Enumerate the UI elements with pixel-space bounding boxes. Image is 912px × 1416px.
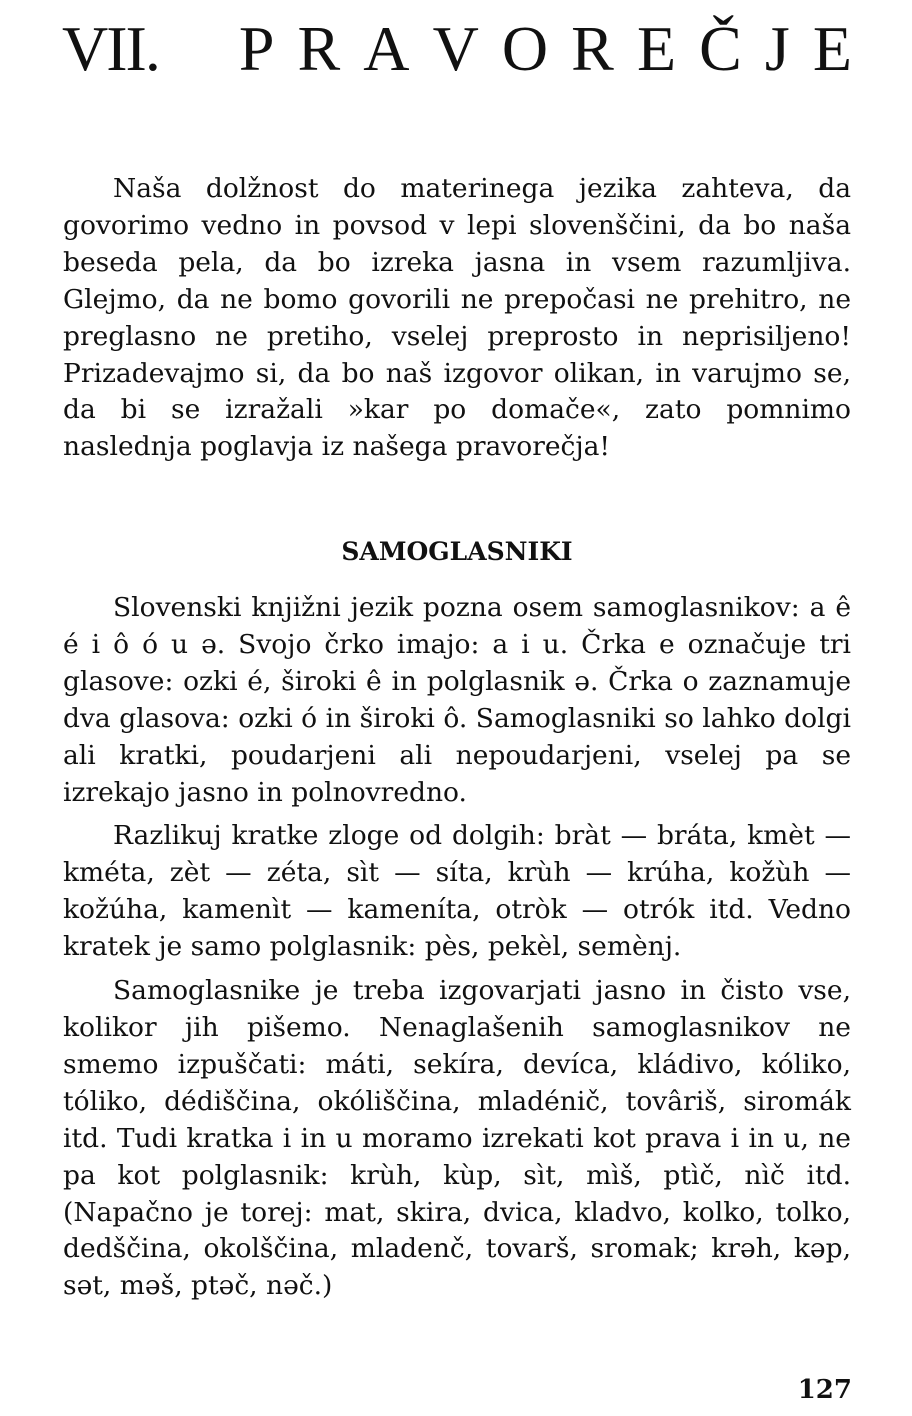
chapter-title	[62, 14, 852, 84]
chapter-letter: A	[363, 13, 410, 84]
intro-paragraph: Naša dolžnost do materinega jezika zahteva, da govorimo vedno in povsod v lepi slovenščini, da bo naša beseda pela, da bo izreka jasna in vsem razumljiva. Glejmo, da ne bomo govorili ne prepočasi ne prehitro, ne preglasno ne pretiho, vselej preprosto in neprisiljeno! Prizadevajmo si, da bo naš izgovor olikan, in varujmo se, da bi se izražali »kar po domače«, zato pomnimo naslednja poglavja iz našega pravorečja!	[63, 173, 851, 463]
chapter-word	[239, 14, 852, 84]
chapter-letter: E	[636, 13, 677, 84]
chapter-letter: R	[297, 13, 341, 84]
intro-block	[63, 171, 851, 466]
chapter-letter: Č	[699, 13, 742, 84]
chapter-letter: E	[812, 13, 852, 84]
page-number: 127	[797, 1375, 852, 1405]
section-heading: SAMOGLASNIKI	[341, 537, 573, 566]
section-paragraph: Slovenski knjižni jezik pozna osem samoglasnikov: a ê é i ô ó u ə. Svojo črko imajo: a i u. Črka e označuje tri glasove: ozki é, široki ê in polglasnik ə. Črka o zaznamuje dva glasova: ozki ó in široki ô. Samoglasniki so lahko dolgi ali kratki, poudarjeni ali nepoudarjeni, vselej pa se izrekajo jasno in polnovredno.	[63, 592, 851, 808]
chapter-letter: P	[238, 13, 275, 84]
vowels-section	[63, 590, 851, 1305]
chapter-letter: O	[501, 13, 549, 84]
chapter-letter: V	[432, 13, 479, 84]
section-paragraph: Samoglasnike je treba izgovarjati jasno in čisto vse, kolikor jih pišemo. Nenaglašenih samoglasnikov ne smemo izpuščati: máti, sekíra, devíca, kládivo, kóliko, tóliko, dédiščina, okóliščina, mladénič, tovâriš, siromák itd. Tudi kratka i in u moramo izrekati kot prava i in u, ne pa kot polglasnik: krùh, kùp, sìt, mìš, ptìč, nìč itd. (Napačno je torej: mat, skira, dvica, kladvo, kolko, tolko, dedščina, okolščina, mladenč, tovarš, sromak; krəh, kəp, sət, məš, ptəč, nəč.)	[63, 975, 851, 1302]
chapter-number: VII.	[62, 13, 159, 84]
chapter-letter: R	[571, 13, 614, 84]
chapter-letter: J	[764, 13, 790, 84]
section-paragraph: Razlikuj kratke zloge od dolgih: bràt — bráta, kmèt — kméta, zèt — zéta, sìt — síta, krùh — krúha, kožùh — kožúha, kamenìt — kameníta, otròk — otrók itd. Vedno kratek je samo polglasnik: pès, pekèl, semènj.	[63, 820, 851, 963]
